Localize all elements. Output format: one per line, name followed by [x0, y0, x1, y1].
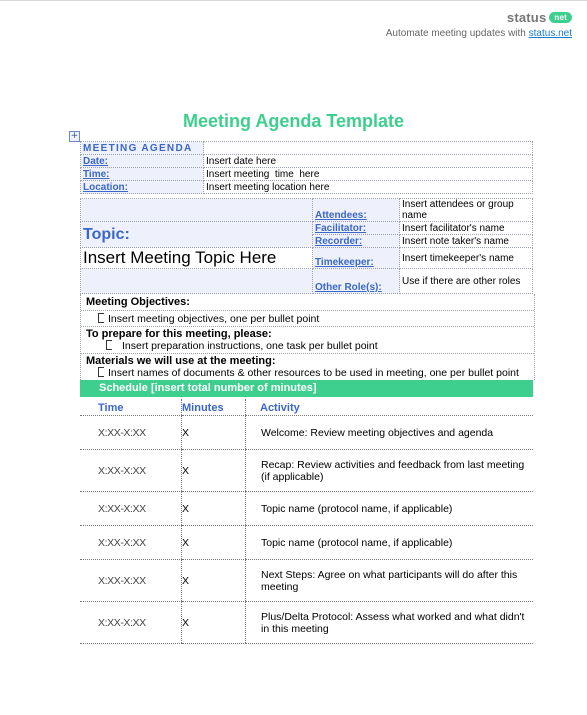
logo-badge: net: [549, 12, 572, 23]
top-divider: [0, 0, 587, 1]
timekeeper-label: Timekeeper:: [313, 248, 400, 269]
materials-heading: Materials we will use at the meeting:: [86, 355, 276, 367]
time-value[interactable]: Insert meeting time here: [204, 168, 533, 181]
materials-section: [81, 354, 534, 380]
activity-column-header: Activity: [246, 399, 534, 416]
schedule-time[interactable]: X:XX-X:XX: [80, 416, 182, 450]
topic-label: Topic:: [81, 222, 313, 248]
other-roles-value[interactable]: Use if there are other roles: [400, 269, 533, 294]
schedule-minutes[interactable]: X: [182, 492, 246, 526]
brand-block: [386, 10, 572, 39]
objectives-bullet[interactable]: [86, 311, 530, 325]
other-roles-label: Other Role(s):: [313, 269, 400, 294]
minutes-column-label: Minutes: [182, 402, 224, 414]
schedule-row: [80, 492, 533, 526]
schedule-minutes[interactable]: X: [182, 602, 246, 644]
topic-spacer-top: [81, 199, 313, 222]
agenda-document: [80, 141, 533, 644]
schedule-minutes[interactable]: X: [182, 560, 246, 602]
schedule-activity[interactable]: Next Steps: Agree on what participants will do after this meeting: [246, 560, 534, 602]
prepare-section: [81, 327, 534, 354]
tagline: [386, 28, 572, 39]
minutes-column-header: [182, 399, 246, 416]
attendees-value[interactable]: Insert attendees or group name: [400, 199, 533, 222]
topic-roles-table: [80, 198, 533, 294]
meeting-header-table: [80, 141, 533, 194]
header-spacer: [204, 142, 533, 155]
materials-bullet-text: Insert names of documents & other resources to be used in meeting, one per bullet point: [108, 367, 519, 379]
prepare-bullet-text: Insert preparation instructions, one task per bullet point: [122, 340, 378, 352]
time-row: [81, 168, 533, 181]
facilitator-value[interactable]: Insert facilitator's name: [400, 222, 533, 235]
materials-bullet[interactable]: [86, 367, 530, 379]
date-row: [81, 155, 533, 168]
meeting-agenda-heading: MEETING AGENDA: [81, 142, 204, 155]
recorder-label: Recorder:: [313, 235, 400, 248]
date-value[interactable]: Insert date here: [204, 155, 533, 168]
schedule-activity[interactable]: Welcome: Review meeting objectives and agenda: [246, 416, 534, 450]
objectives-bullet-text: Insert meeting objectives, one per bullet point: [108, 313, 320, 325]
schedule-row: [80, 560, 533, 602]
schedule-activity[interactable]: Recap: Review activities and feedback from last meeting (if applicable): [246, 450, 534, 492]
schedule-time[interactable]: X:XX-X:XX: [80, 450, 182, 492]
schedule-activity[interactable]: Topic name (protocol name, if applicable): [246, 526, 534, 560]
schedule-time[interactable]: X:XX-X:XX: [80, 560, 182, 602]
schedule-minutes[interactable]: X: [182, 416, 246, 450]
attendees-label: Attendees:: [313, 199, 400, 222]
facilitator-label: Facilitator:: [313, 222, 400, 235]
schedule-time[interactable]: X:XX-X:XX: [80, 602, 182, 644]
bullet-icon: [98, 367, 104, 377]
timekeeper-value[interactable]: Insert timekeeper's name: [400, 248, 533, 269]
schedule-minutes[interactable]: X: [182, 526, 246, 560]
time-column-header: Time: [80, 399, 182, 416]
move-handle-icon[interactable]: +: [70, 131, 79, 141]
date-label: Date:: [81, 155, 204, 168]
tagline-text: Automate meeting updates with: [385, 28, 529, 39]
schedule-row: [80, 450, 533, 492]
schedule-row: [80, 416, 533, 450]
schedule-minutes[interactable]: X: [182, 450, 246, 492]
location-value[interactable]: Insert meeting location here: [204, 181, 533, 194]
recorder-value[interactable]: Insert note taker's name: [400, 235, 533, 248]
schedule-bar: Schedule [insert total number of minutes]: [80, 380, 533, 397]
topic-value[interactable]: Insert Meeting Topic Here: [81, 248, 313, 269]
prepare-heading: To prepare for this meeting, please:: [86, 328, 272, 340]
location-row: [81, 181, 533, 194]
schedule-activity[interactable]: Topic name (protocol name, if applicable): [246, 492, 534, 526]
location-label: Location:: [81, 181, 204, 194]
bullet-icon: [98, 313, 104, 323]
status-logo[interactable]: [386, 10, 572, 25]
logo-text: status: [506, 10, 547, 25]
agenda-sections: [80, 294, 535, 380]
prepare-bullet[interactable]: [86, 340, 530, 352]
schedule-row: [80, 526, 533, 560]
schedule-row: [80, 602, 533, 644]
schedule-time[interactable]: X:XX-X:XX: [80, 492, 182, 526]
schedule-time[interactable]: X:XX-X:XX: [80, 526, 182, 560]
time-label: Time:: [81, 168, 204, 181]
bullet-icon: [106, 340, 112, 350]
schedule-table: [80, 399, 533, 644]
objectives-heading: Meeting Objectives:: [81, 295, 534, 311]
page-title: Meeting Agenda Template: [182, 111, 405, 131]
schedule-activity[interactable]: Plus/Delta Protocol: Assess what worked and what didn't in this meeting: [246, 602, 534, 644]
topic-spacer-bottom: [81, 269, 313, 294]
objectives-section: [81, 294, 534, 327]
status-net-link[interactable]: status.net: [528, 28, 572, 39]
